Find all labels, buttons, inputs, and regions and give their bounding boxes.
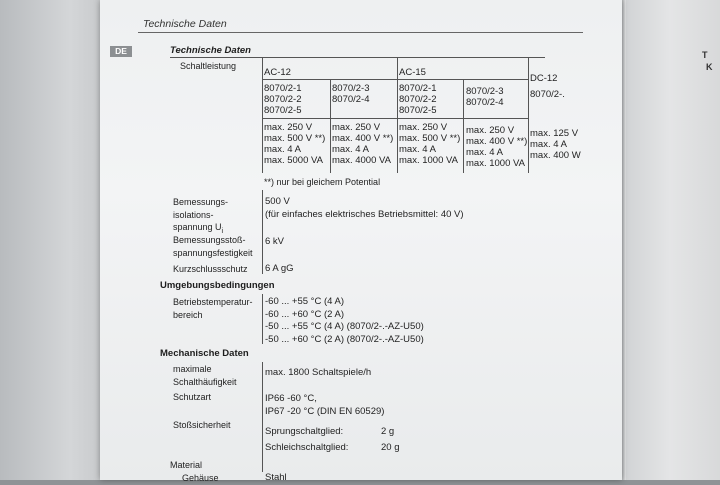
- isolation-value: [265, 196, 464, 221]
- table-col-divider-1: [330, 79, 331, 173]
- stoss-label: [173, 234, 253, 259]
- schaltleistung-label: Schaltleistung: [180, 61, 237, 71]
- value-line: -60 ... +60 °C (2 A): [265, 308, 345, 320]
- mechanik-title: Mechanische Daten: [160, 348, 249, 359]
- value-cell: max. 250 V: [399, 122, 448, 133]
- spec-rule-1: [262, 190, 263, 274]
- values-col-4: [466, 125, 527, 169]
- right-page-edge: [620, 0, 720, 480]
- value-cell: max. 250 V: [264, 122, 313, 133]
- kurzschluss-value: 6 A gG: [265, 263, 294, 274]
- values-col-3: [399, 122, 460, 166]
- table-group-rule: [262, 79, 528, 80]
- value-cell: max. 400 V **): [466, 136, 528, 147]
- model-cell: 8070/2-2: [264, 94, 302, 105]
- left-page-edge: [0, 0, 100, 480]
- subscript: i: [221, 227, 224, 235]
- label-line: spannung U: [173, 222, 222, 232]
- document-page: [100, 0, 622, 483]
- right-page-heading-fragment-2: K: [706, 62, 713, 72]
- label-line: spannungsfestigkeit: [173, 247, 253, 258]
- section-title-rule: [170, 57, 545, 58]
- material-label: Material: [170, 460, 203, 470]
- model-cell: 8070/2-1: [399, 83, 437, 94]
- value-cell: max. 500 V **): [399, 133, 461, 144]
- schutzart-label: Schutzart: [173, 392, 212, 402]
- value-cell: max. 4 A: [466, 147, 503, 158]
- value-line: IP67 -20 °C (DIN EN 60529): [265, 405, 385, 417]
- label-line: isolations-: [173, 209, 214, 220]
- temp-values: [265, 296, 424, 346]
- value-cell: max. 1000 VA: [399, 155, 458, 166]
- value-cell: max. 250 V: [332, 122, 381, 133]
- value-line: 500 V: [265, 196, 290, 207]
- value-cell: max. 125 V: [530, 128, 579, 139]
- value-cell: max. 1000 VA: [466, 158, 525, 169]
- table-model-rule: [262, 118, 528, 119]
- value-line: IP66 -60 °C,: [265, 393, 317, 404]
- section-title: Technische Daten: [170, 45, 251, 56]
- value-cell: max. 500 V **): [264, 133, 326, 144]
- values-col-2: [332, 122, 393, 166]
- spec-rule-3: [262, 362, 263, 472]
- label-line: maximale: [173, 364, 212, 374]
- stoss-value: 6 kV: [265, 236, 285, 247]
- model-cell: 8070/2-4: [332, 94, 370, 105]
- table-col-divider-2: [397, 58, 398, 173]
- label-line: Schalthäufigkeit: [173, 376, 237, 387]
- label-line: Bemessungs-: [173, 197, 229, 207]
- right-page-heading-fragment-1: T: [702, 50, 708, 60]
- stossfest-label: Stoßsicherheit: [173, 420, 231, 430]
- model-cell: 8070/2-.: [530, 89, 565, 100]
- value-cell: max. 4000 VA: [332, 155, 391, 166]
- model-cell: 8070/2-5: [399, 105, 437, 116]
- schalt-value: max. 1800 Schaltspiele/h: [265, 367, 372, 378]
- model-cell: 8070/2-4: [466, 97, 504, 108]
- header-rule: [138, 32, 583, 33]
- kurzschluss-label: Kurzschlussschutz: [173, 264, 248, 274]
- schleich-value: 20 g: [381, 442, 400, 453]
- values-col-5: [530, 128, 581, 161]
- umgebung-title: Umgebungsbedingungen: [160, 280, 275, 291]
- value-line: (für einfaches elektrisches Betriebsmittel: 40 V): [265, 208, 464, 220]
- group-ac12: AC-12: [264, 67, 291, 78]
- models-col-3: [399, 83, 437, 116]
- value-cell: max. 250 V: [466, 125, 515, 136]
- value-line: -50 ... +55 °C (4 A) (8070/2-.-AZ-U50): [265, 321, 424, 332]
- sprung-value: 2 g: [381, 426, 395, 437]
- value-cell: max. 4 A: [530, 139, 567, 150]
- label-line: Bemessungsstoß-: [173, 235, 246, 245]
- value-cell: max. 400 W: [530, 150, 581, 161]
- models-col-1: [264, 83, 302, 116]
- table-col-divider-4: [528, 58, 529, 173]
- value-cell: max. 400 V **): [332, 133, 394, 144]
- isolation-label: [173, 196, 228, 238]
- value-cell: max. 4 A: [399, 144, 436, 155]
- value-cell: max. 4 A: [264, 144, 301, 155]
- model-cell: 8070/2-5: [264, 105, 302, 116]
- language-tag: DE: [110, 46, 132, 57]
- models-col-2: [332, 83, 370, 105]
- group-dc12: DC-12: [530, 73, 558, 84]
- label-line: Betriebstemperatur-: [173, 297, 253, 307]
- model-cell: 8070/2-1: [264, 83, 302, 94]
- schalt-label: [173, 363, 237, 388]
- schleich-name: Schleichschaltglied:: [265, 442, 349, 453]
- models-col-5: [530, 89, 565, 100]
- material-sub-label: Gehäuse: [182, 473, 219, 483]
- sprung-name: Sprungschaltglied:: [265, 426, 344, 437]
- table-left-border: [262, 58, 263, 173]
- models-col-4: [466, 86, 504, 108]
- values-col-1: [264, 122, 325, 166]
- model-cell: 8070/2-3: [332, 83, 370, 94]
- group-ac15: AC-15: [399, 67, 426, 78]
- temp-label: [173, 296, 253, 321]
- running-header: Technische Daten: [143, 18, 227, 30]
- model-cell: 8070/2-2: [399, 94, 437, 105]
- schutzart-values: [265, 393, 384, 418]
- table-col-divider-3: [463, 79, 464, 173]
- value-cell: max. 4 A: [332, 144, 369, 155]
- value-line: -50 ... +60 °C (2 A) (8070/2-.-AZ-U50): [265, 333, 424, 345]
- footnote: **) nur bei gleichem Potential: [264, 177, 381, 187]
- value-line: -60 ... +55 °C (4 A): [265, 296, 345, 307]
- label-line: bereich: [173, 309, 203, 320]
- spec-rule-2: [262, 294, 263, 344]
- model-cell: 8070/2-3: [466, 86, 504, 97]
- value-cell: max. 5000 VA: [264, 155, 323, 166]
- material-sub-value: Stahl: [265, 472, 287, 483]
